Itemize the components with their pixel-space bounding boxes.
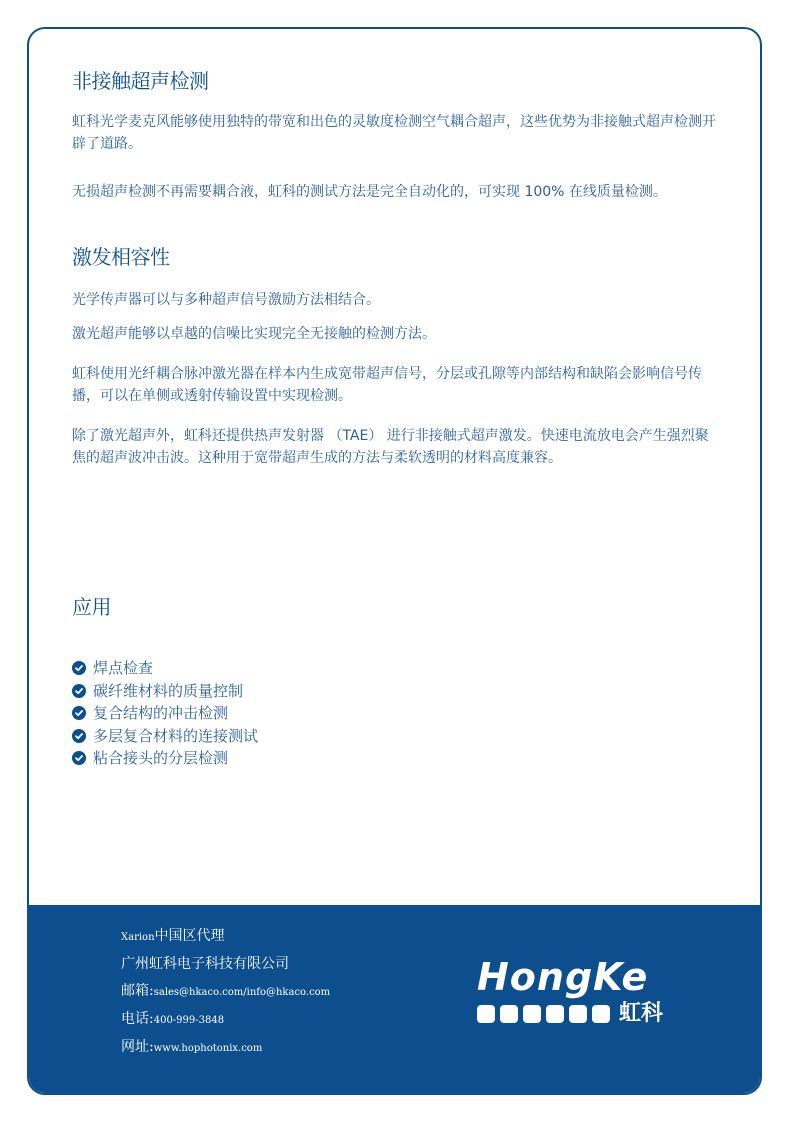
agent-brand: Xarion xyxy=(121,932,155,943)
phone-line xyxy=(121,1006,330,1034)
logo-block-icon xyxy=(523,1005,541,1023)
web-line xyxy=(121,1034,330,1062)
web-label: 网址: xyxy=(121,1039,154,1055)
section-title-non-contact: 非接触超声检测 xyxy=(72,69,209,93)
section-title-excitation: 激发相容性 xyxy=(72,245,170,269)
logo-block-icon xyxy=(546,1005,564,1023)
list-item xyxy=(72,725,258,748)
paragraph: 虹科使用光纤耦合脉冲激光器在样本内生成宽带超声信号，分层或孔隙等内部结构和缺陷会影响信号传播，可以在单侧或透射传输设置中实现检测。 xyxy=(72,366,702,404)
list-item xyxy=(72,747,258,770)
logo-block-icon xyxy=(569,1005,587,1023)
footer-band xyxy=(29,905,760,1093)
agent-line xyxy=(121,923,330,951)
paragraph: 虹科光学麦克风能够使用独特的带宽和出色的灵敏度检测空气耦合超声，这些优势为非接触式超声检测开辟了道路。 xyxy=(72,114,716,152)
list-item-label: 复合结构的冲击检测 xyxy=(93,704,229,722)
applications-list xyxy=(72,657,258,770)
email-label: 邮箱: xyxy=(121,983,154,999)
check-circle-icon xyxy=(72,661,86,675)
paragraph: 除了激光超声外，虹科还提供热声发射器 （TAE） 进行非接触式超声激发。快速电流放电会产生强烈聚焦的超声波冲击波。这种用于宽带超声生成的方法与柔软透明的材料高度兼容。 xyxy=(72,428,709,466)
logo-block-icon xyxy=(592,1005,610,1023)
check-circle-icon xyxy=(72,684,86,698)
list-item xyxy=(72,680,258,703)
paragraph: 无损超声检测不再需要耦合液，虹科的测试方法是完全自动化的，可实现 100% 在线质量检测。 xyxy=(72,184,667,200)
list-item xyxy=(72,657,258,680)
company-name: 广州虹科电子科技有限公司 xyxy=(121,956,289,972)
paragraph: 激光超声能够以卓越的信噪比实现完全无接触的检测方法。 xyxy=(72,326,436,342)
list-item-label: 多层复合材料的连接测试 xyxy=(93,726,259,745)
web-link[interactable]: www.hophotonix.com xyxy=(153,1043,263,1054)
check-circle-icon xyxy=(72,729,86,743)
email-link[interactable]: sales@hkaco.com/info@hkaco.com xyxy=(153,987,331,998)
contact-info xyxy=(121,923,330,1062)
hongke-logo xyxy=(477,957,707,1025)
check-circle-icon xyxy=(72,706,86,720)
email-line xyxy=(121,978,330,1006)
page-card xyxy=(27,27,762,1095)
check-circle-icon xyxy=(72,751,86,765)
phone-number: 400-999-3848 xyxy=(153,1015,225,1026)
paragraph: 光学传声器可以与多种超声信号激励方法相结合。 xyxy=(72,292,380,308)
list-item xyxy=(72,702,258,725)
logo-block-icon xyxy=(500,1005,518,1023)
logo-wordmark: HongKe xyxy=(477,955,649,999)
list-item-label: 碳纤维材料的质量控制 xyxy=(93,681,244,700)
list-item-label: 焊点检查 xyxy=(93,659,154,677)
phone-label: 电话: xyxy=(121,1011,154,1027)
logo-block-icon xyxy=(477,1005,495,1023)
logo-mark-row xyxy=(477,1003,707,1025)
agent-label: 中国区代理 xyxy=(154,928,225,944)
logo-chinese-name: 虹科 xyxy=(619,1001,664,1026)
list-item-label: 粘合接头的分层检测 xyxy=(93,749,229,767)
section-title-applications: 应用 xyxy=(72,595,111,619)
